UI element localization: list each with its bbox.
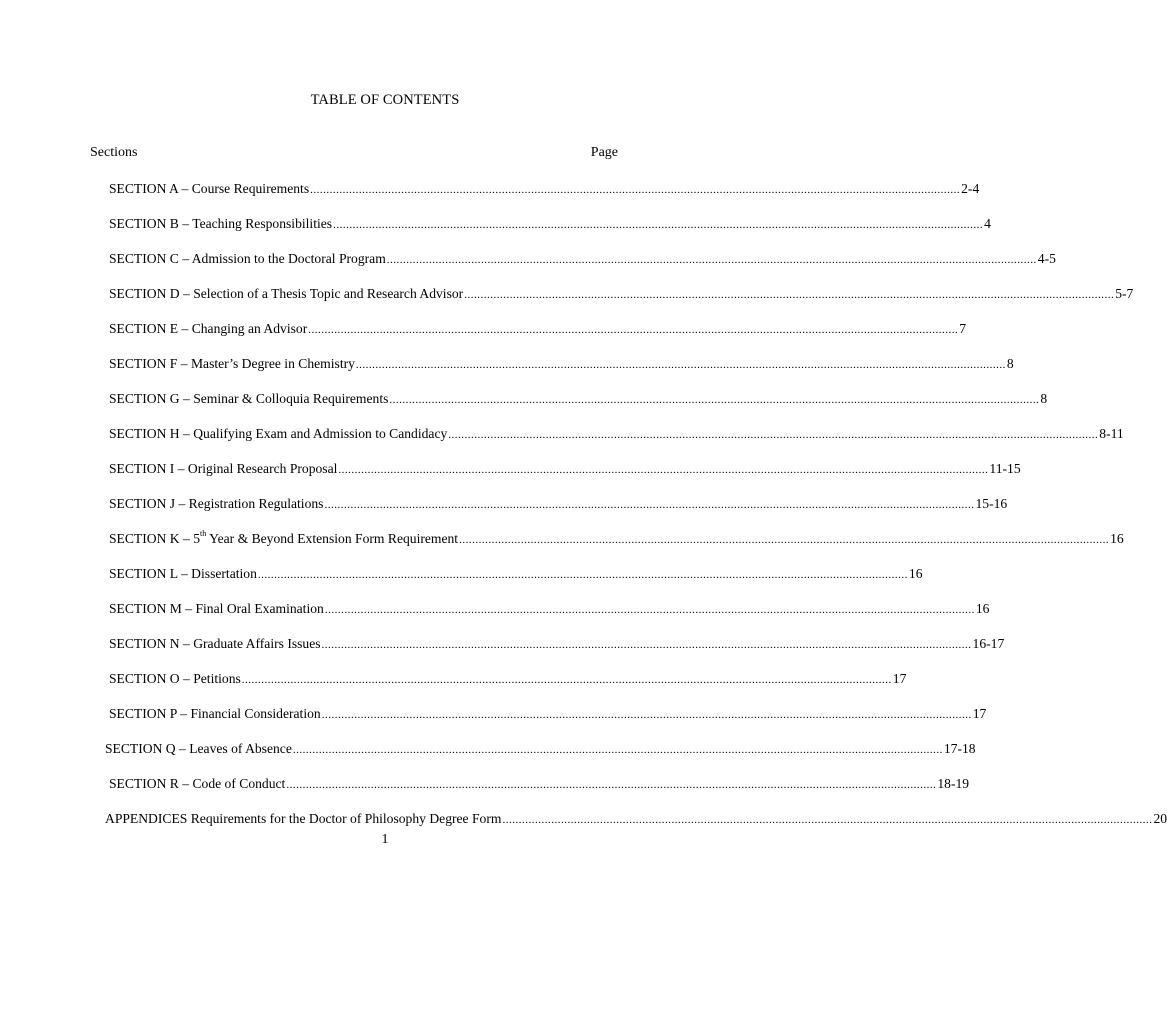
toc-entry-page: 17: [972, 706, 987, 721]
toc-entry-page: 17: [892, 671, 907, 686]
toc-entry-label: SECTION I – Original Research Proposal: [109, 461, 338, 476]
toc-entry-c: [109, 249, 1056, 269]
toc-entry-label-pre: SECTION K – 5: [109, 531, 201, 546]
dot-leader: ........................................................................................................................................................................................................: [386, 254, 1037, 266]
dot-leader: ........................................................................................................................................................................................................: [286, 779, 937, 791]
toc-entry-g: [109, 389, 1048, 409]
toc-entry-label: SECTION J – Registration Regulations: [109, 496, 324, 511]
dot-leader: ........................................................................................................................................................................................................: [333, 219, 984, 231]
toc-entry-label: SECTION Q – Leaves of Absence: [105, 741, 292, 756]
dot-leader: ........................................................................................................................................................................................................: [321, 709, 972, 721]
dot-leader: ........................................................................................................................................................................................................: [324, 499, 975, 511]
toc-entry-l: [109, 564, 923, 584]
toc-entry-page: 20: [1153, 811, 1167, 826]
toc-entry-p: [109, 704, 987, 724]
toc-entry-page: 16: [908, 566, 923, 581]
toc-entry-page: 15-16: [975, 496, 1008, 511]
toc-entry-label: SECTION H – Qualifying Exam and Admission to Candidacy: [109, 426, 448, 441]
toc-entry-h: [109, 424, 1124, 444]
toc-entry-d: [109, 284, 1134, 304]
toc-entry-r: [109, 774, 970, 794]
toc-entry-page: 8: [1040, 391, 1048, 406]
toc-entry-label: SECTION O – Petitions: [109, 671, 241, 686]
sections-column-header: Sections: [90, 145, 138, 160]
toc-entry-page: 4-5: [1037, 251, 1056, 266]
toc-entry-label: SECTION D – Selection of a Thesis Topic and Research Advisor: [109, 286, 464, 301]
toc-entry-a: [109, 179, 980, 199]
toc-entry-label: SECTION G – Seminar & Colloquia Requirements: [109, 391, 389, 406]
toc-entry-label: SECTION F – Master’s Degree in Chemistry: [109, 356, 355, 371]
dot-leader: ........................................................................................................................................................................................................: [459, 534, 1110, 546]
toc-entry-appendices: [105, 809, 1167, 829]
dot-leader: ........................................................................................................................................................................................................: [448, 429, 1099, 441]
toc-entry-label: SECTION N – Graduate Affairs Issues: [109, 636, 321, 651]
toc-entry-label: SECTION P – Financial Consideration: [109, 706, 321, 721]
page-title: TABLE OF CONTENTS: [310, 92, 460, 108]
dot-leader: ........................................................................................................................................................................................................: [292, 744, 943, 756]
toc-entry-j: [109, 494, 1008, 514]
toc-entry-page: 16-17: [972, 636, 1005, 651]
toc-entry-label: SECTION E – Changing an Advisor: [109, 321, 308, 336]
toc-entry-page: 8: [1006, 356, 1014, 371]
toc-entry-label: SECTION M – Final Oral Examination: [109, 601, 324, 616]
toc-entry-page: 5-7: [1115, 286, 1134, 301]
toc-entry-k: [109, 529, 1124, 549]
toc-entry-page: 18-19: [937, 776, 970, 791]
toc-entry-label-post: Year & Beyond Extension Form Requirement: [206, 531, 459, 546]
toc-entry-label: [109, 529, 458, 549]
toc-entry-page: 16: [1110, 531, 1124, 546]
dot-leader: ........................................................................................................................................................................................................: [321, 639, 972, 651]
page-column-header: Page: [590, 145, 618, 160]
toc-entry-o: [109, 669, 907, 689]
toc-entry-i: [109, 459, 1021, 479]
dot-leader: ........................................................................................................................................................................................................: [257, 569, 908, 581]
dot-leader: ........................................................................................................................................................................................................: [502, 814, 1153, 826]
toc-entry-page: 11-15: [989, 461, 1021, 476]
toc-entry-label: SECTION R – Code of Conduct: [109, 776, 286, 791]
toc-entry-q: [105, 739, 976, 759]
toc-entry-e: [109, 319, 967, 339]
toc-entry-label: SECTION C – Admission to the Doctoral Program: [109, 251, 386, 266]
toc-entry-page: 16: [975, 601, 990, 616]
toc-entry-label: SECTION B – Teaching Responsibilities: [109, 216, 333, 231]
ordinal-suffix: th: [200, 529, 207, 539]
toc-entry-label: SECTION L – Dissertation: [109, 566, 257, 581]
toc-entry-m: [109, 599, 990, 619]
dot-leader: ........................................................................................................................................................................................................: [324, 604, 975, 616]
toc-entry-label: SECTION A – Course Requirements: [109, 181, 310, 196]
page-number: 1: [381, 832, 389, 847]
dot-leader: ........................................................................................................................................................................................................: [389, 394, 1040, 406]
toc-entry-page: 7: [959, 321, 967, 336]
dot-leader: ........................................................................................................................................................................................................: [310, 184, 961, 196]
toc-entry-n: [109, 634, 1005, 654]
toc-entry-page: 2-4: [961, 181, 980, 196]
dot-leader: ........................................................................................................................................................................................................: [464, 289, 1115, 301]
dot-leader: ........................................................................................................................................................................................................: [241, 674, 892, 686]
dot-leader: ........................................................................................................................................................................................................: [338, 464, 989, 476]
toc-entry-b: [109, 214, 991, 234]
toc-entry-f: [109, 354, 1014, 374]
toc-entry-page: 17-18: [943, 741, 976, 756]
dot-leader: ........................................................................................................................................................................................................: [355, 359, 1006, 371]
toc-entry-label: APPENDICES Requirements for the Doctor of Philosophy Degree Form: [105, 811, 502, 826]
dot-leader: ........................................................................................................................................................................................................: [308, 324, 959, 336]
toc-entry-page: 4: [984, 216, 991, 231]
toc-entry-page: 8-11: [1099, 426, 1124, 441]
